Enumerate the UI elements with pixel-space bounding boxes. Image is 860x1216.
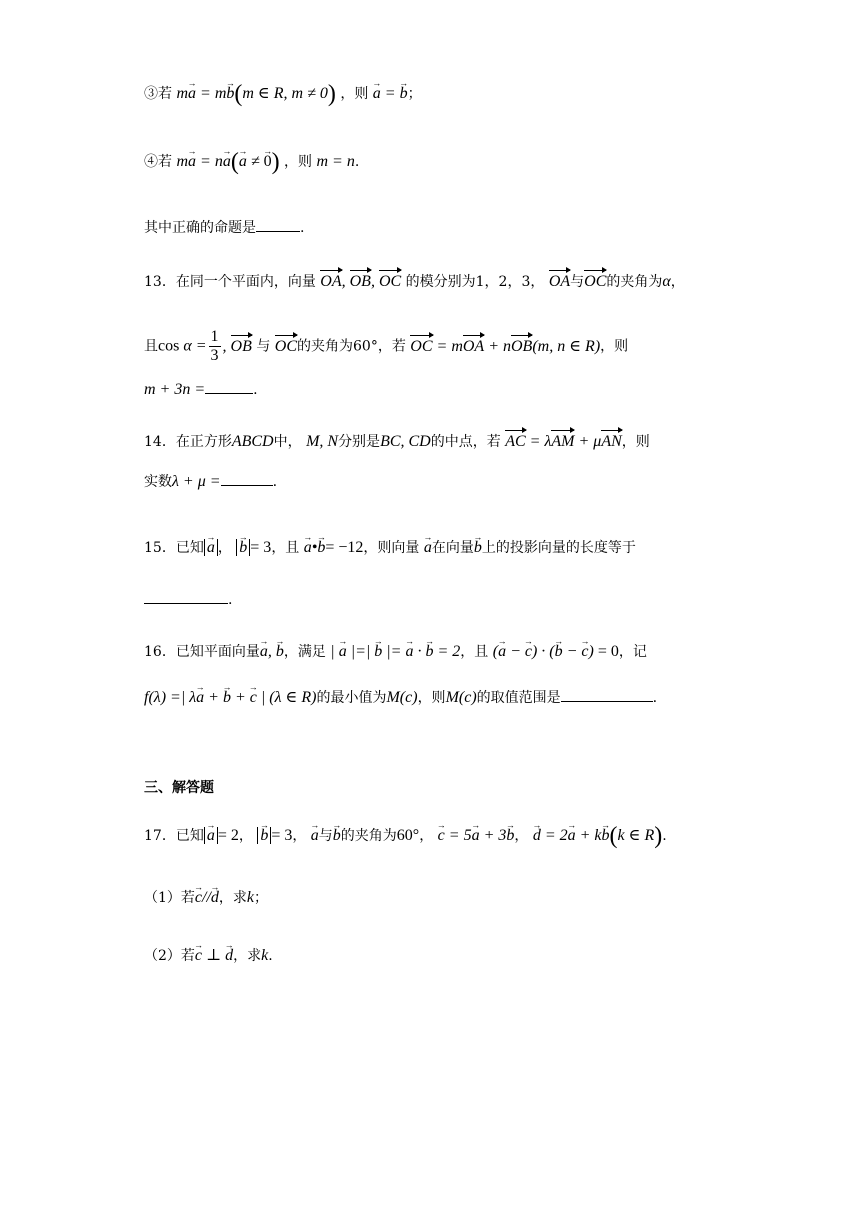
- q13-text: 与: [570, 274, 585, 290]
- q16-mc2: M(c): [445, 689, 477, 706]
- q14-sides: BC, CD: [380, 433, 431, 450]
- q14-text: 的中点，若: [430, 434, 501, 450]
- q15-text: 上的投影向量的长度等于: [481, 540, 636, 556]
- q14-tail: .: [272, 474, 278, 490]
- q15-a: → a: [424, 539, 432, 556]
- q17-text: ，: [238, 828, 253, 844]
- q17-number: 17．: [144, 828, 176, 844]
- prop4-end: .: [354, 154, 360, 170]
- q13-expression: m + 3n =: [144, 381, 206, 398]
- q17-text: 已知: [175, 828, 204, 844]
- q13-text: 且: [144, 338, 158, 355]
- q16-line1: [144, 642, 647, 662]
- q15-text: ，则向量: [363, 540, 420, 556]
- q17-line1: [144, 823, 667, 849]
- q17-parallel: → c//→ d: [195, 889, 219, 906]
- q15-text: 已知: [175, 540, 204, 556]
- q16-text: ，且: [460, 644, 489, 660]
- q15-value: = 3: [250, 539, 272, 556]
- q13-equation: OC = mOA + nOB(m, n ∈ R): [410, 337, 601, 355]
- prop4-conclusion: m = n: [316, 153, 355, 170]
- q13-text: ，则: [600, 338, 629, 355]
- q14-text: 实数: [144, 474, 172, 490]
- q17-text: 的夹角为: [340, 828, 397, 844]
- q15-blank: [144, 603, 228, 604]
- q14-number: 14．: [144, 434, 176, 450]
- q14-text: ，则: [621, 434, 650, 450]
- q17-k2: k: [261, 947, 269, 964]
- question-stem: 其中正确的命题是 .: [144, 220, 305, 236]
- q17-sub2: [144, 946, 273, 966]
- q15-text: ，: [217, 540, 232, 556]
- q17-text: ，: [419, 828, 434, 844]
- prop3-end: ；: [407, 86, 422, 102]
- q16-text: ，则: [417, 690, 446, 706]
- q14-mn: M, N: [306, 433, 339, 450]
- q17-text: ，: [292, 828, 307, 844]
- q17-b: → b: [333, 827, 341, 844]
- answer-blank: [256, 231, 300, 232]
- q17-a: → a: [311, 827, 319, 844]
- proposition-4: [144, 149, 360, 175]
- q13-cos: cos α =: [158, 337, 207, 355]
- q13-vectors: OA, OB, OC: [320, 273, 402, 290]
- q13-fraction: $\frac{1}{3}$: [210, 328, 219, 364]
- prop4-mid: ，则: [284, 154, 313, 170]
- proposition-3: [144, 81, 422, 107]
- q16-text: 的最小值为: [316, 690, 387, 706]
- q13-ob: , OB: [222, 337, 252, 355]
- q16-text: ，记: [618, 644, 647, 660]
- q16-condition2: (→ a − → c) · (→ b − → c) = 0: [493, 643, 619, 660]
- q17-norm-a: → a: [204, 827, 218, 844]
- q16-text: 已知平面向量: [175, 644, 260, 660]
- q17-k: k: [246, 889, 255, 906]
- question-stem-text: 其中正确的命题是: [144, 220, 256, 236]
- q17-text: 与: [318, 828, 333, 844]
- section-heading: 三、解答题: [144, 780, 214, 796]
- q13-tail: .: [253, 382, 258, 398]
- q17-sub1-text: ，求: [218, 890, 247, 906]
- q15-text: 在向量: [431, 540, 474, 556]
- q14-expression: λ + μ =: [172, 473, 221, 490]
- q16-condition: | → a |=| → b |= → a · → b = 2: [330, 643, 460, 660]
- q14-text: 中，: [273, 434, 302, 450]
- q14-line1: [144, 432, 650, 452]
- q13-line1: 13．在同一个平面内，向量 OA, OB, OC 的模分别为1，2，3， OA与OC的夹角为α，: [144, 273, 685, 290]
- q13-oa: OA: [548, 273, 571, 290]
- q15-line2: [144, 590, 232, 610]
- q14-equation: AC = λAM + μAN: [505, 433, 622, 450]
- prop3-conclusion: → a = → b: [373, 85, 408, 102]
- q16-tail: .: [652, 690, 658, 706]
- q16-vectors: → a, → b: [260, 643, 284, 660]
- prop4-formula: m→ a = n→ a(→ a ≠ → 0): [176, 153, 279, 170]
- q17-angle: 60°: [396, 827, 420, 844]
- prop4-marker: ④若: [144, 154, 172, 170]
- prop3-formula: m→ a = m→ b(m ∈ R, m ≠ 0): [176, 85, 335, 102]
- q17-norm-b-val: = 3: [271, 827, 293, 844]
- q14-text: 分别是: [338, 434, 381, 450]
- q14-blank: [221, 485, 273, 486]
- q17-perpendicular: → c ⊥ → d: [195, 947, 233, 964]
- q13-text: 在同一个平面内，向量: [175, 274, 316, 290]
- q14-square: ABCD: [231, 433, 274, 450]
- q17-c-def: → c = 5→ a + 3→ b: [438, 827, 515, 844]
- q17-text: ，: [514, 828, 529, 844]
- q16-blank: [561, 701, 653, 702]
- q15-number: 15．: [144, 540, 176, 556]
- q13-alpha: α: [662, 273, 671, 290]
- q13-text: 的模分别为1，2，3，: [405, 274, 545, 290]
- q13-text: 的夹角为: [606, 274, 663, 290]
- prop3-mid: ，则: [340, 86, 369, 102]
- q15-b: → b: [474, 539, 482, 556]
- q15-dot: → a•→ b: [304, 539, 326, 556]
- q17-norm-a-val: = 2: [217, 827, 239, 844]
- q17-sub1: [144, 888, 268, 908]
- q15-norm-a: → a: [204, 539, 218, 556]
- q16-mc: M(c): [386, 689, 418, 706]
- q13-text: 的夹角为60°，若: [297, 338, 406, 355]
- q15-norm-b: → b: [236, 539, 250, 556]
- q17-norm-b: → b: [257, 827, 271, 844]
- q13-blank: [205, 393, 253, 394]
- q13-text: 与: [256, 338, 271, 355]
- q17-sub1-text: （1）若: [144, 890, 195, 906]
- q17-sub1-text: ；: [254, 890, 269, 906]
- q17-sub2-text: （2）若: [144, 948, 195, 964]
- q16-number: 16．: [144, 644, 176, 660]
- q16-text: ，满足: [283, 644, 326, 660]
- q17-sub2-text: .: [268, 948, 273, 964]
- q13-line3: [144, 380, 258, 400]
- prop3-marker: ③若: [144, 86, 172, 102]
- q16-function: f(λ) =| λ→ a + → b + → c | (λ ∈ R): [144, 689, 316, 706]
- q17-d-def: → d = 2→ a + k→ b(k ∈ R): [533, 827, 662, 844]
- q16-text: 的取值范围是: [476, 690, 561, 706]
- q13-oc: OC: [584, 273, 607, 290]
- q15-text: ，且: [271, 540, 300, 556]
- q13-oc2: OC: [274, 337, 297, 355]
- q17-tail: .: [662, 828, 667, 844]
- q15-line1: [144, 538, 636, 558]
- q13-number: 13．: [144, 274, 176, 290]
- q14-text: 在正方形: [175, 434, 232, 450]
- q15-dot-value: = −12: [325, 539, 364, 556]
- q16-line2: [144, 688, 657, 708]
- q17-sub2-text: ，求: [233, 948, 262, 964]
- q13-line2: [144, 328, 628, 365]
- q14-line2: [144, 472, 277, 492]
- q15-tail: .: [228, 592, 233, 608]
